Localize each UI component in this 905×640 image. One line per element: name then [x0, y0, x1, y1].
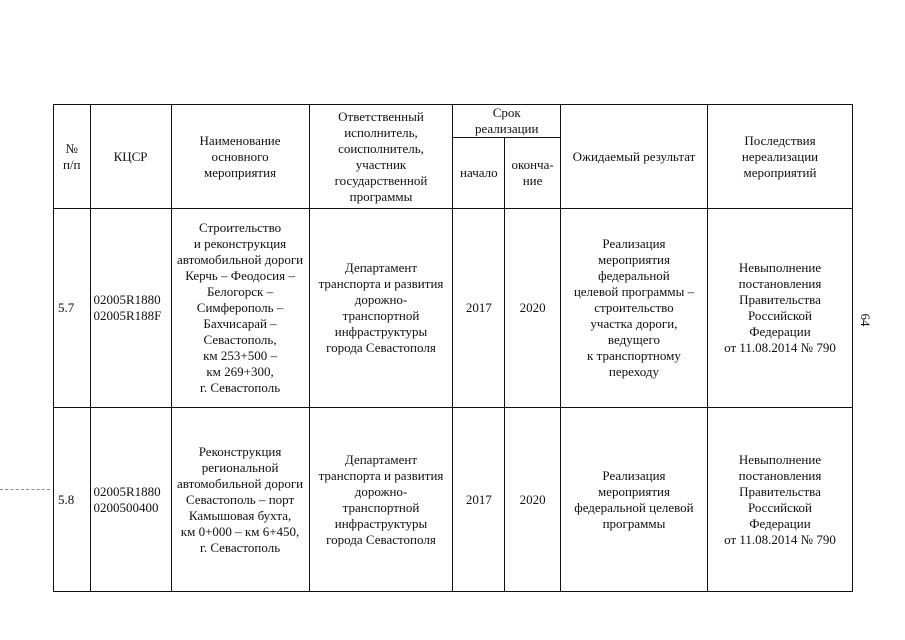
table-row [54, 408, 853, 592]
header-start: начало [453, 138, 505, 209]
measures-table [53, 104, 853, 592]
row-number: 5.7 [54, 209, 91, 408]
row-end-year: 2020 [505, 209, 561, 408]
row-number: 5.8 [54, 408, 91, 592]
header-kcsr: КЦСР [90, 105, 171, 209]
row-start-year: 2017 [453, 209, 505, 408]
row-measure-name: Реконструкция региональной автомобильной дороги Севастополь – порт Камышовая бухта, км 0+000 – км 6+450, г. Севастополь [171, 408, 309, 592]
row-expected-result: Реализация мероприятия федеральной целевой программы [560, 408, 707, 592]
page-number: 64 [858, 313, 873, 327]
header-row [54, 105, 853, 138]
row-responsible: Департамент транспорта и развития дорожно- транспортной инфраструктуры города Севастополя [309, 209, 453, 408]
header-name: Наименование основного мероприятия [171, 105, 309, 209]
row-end-year: 2020 [505, 408, 561, 592]
header-consequences: Последствия нереализации мероприятий [707, 105, 852, 209]
row-kcsr-codes: 02005R1880 0200500400 [90, 408, 171, 592]
row-kcsr-codes: 02005R1880 02005R188F [90, 209, 171, 408]
row-consequences: Невыполнение постановления Правительства Российской Федерации от 11.08.2014 № 790 [707, 209, 852, 408]
table-row [54, 209, 853, 408]
row-responsible: Департамент транспорта и развития дорожно- транспортной инфраструктуры города Севастополя [309, 408, 453, 592]
fold-mark [0, 489, 50, 490]
header-term: Срок реализации [453, 105, 560, 138]
row-start-year: 2017 [453, 408, 505, 592]
header-num: № п/п [54, 105, 91, 209]
header-result: Ожидаемый результат [560, 105, 707, 209]
row-consequences: Невыполнение постановления Правительства Российской Федерации от 11.08.2014 № 790 [707, 408, 852, 592]
header-responsible: Ответственный исполнитель, соисполнитель, участник государственной программы [309, 105, 453, 209]
row-expected-result: Реализация мероприятия федеральной целевой программы – строительство участка дороги, ведущего к транспортному переходу [560, 209, 707, 408]
header-end: оконча- ние [505, 138, 561, 209]
row-measure-name: Строительство и реконструкция автомобильной дороги Керчь – Феодосия – Белогорск – Симферополь – Бахчисарай – Севастополь, км 253+500 – км 269+300, г. Севастополь [171, 209, 309, 408]
